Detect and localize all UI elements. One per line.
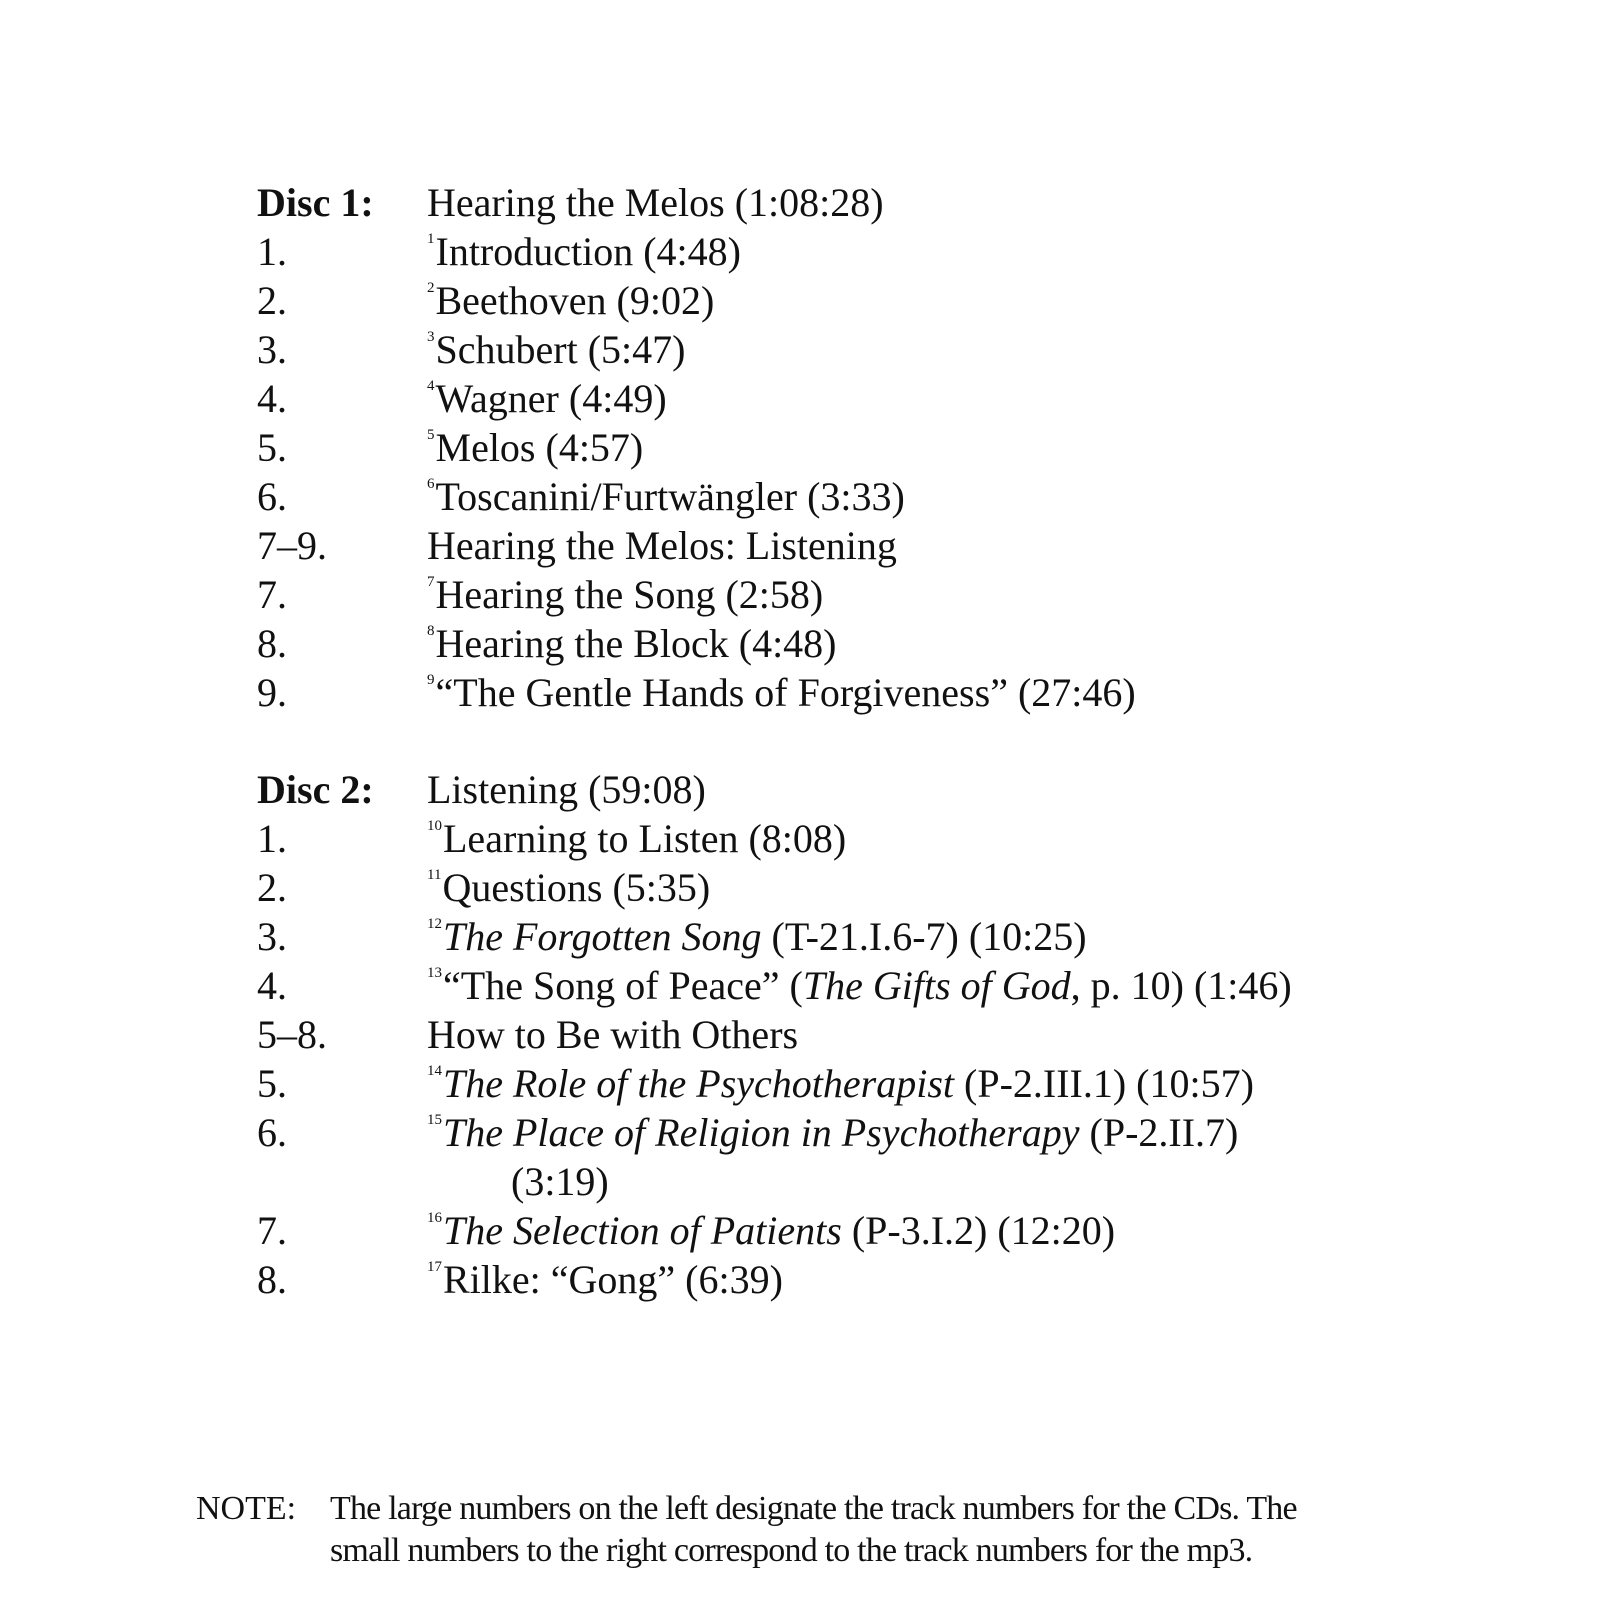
track-title [427,227,1457,276]
track-number: 1. [257,816,287,861]
track-title-text: Hearing the Block (4:48) [435,621,837,666]
mp3-track-number: 16 [427,1210,442,1226]
track-title [427,374,1457,423]
mp3-track-number: 11 [427,867,442,883]
track-title-italic: The Role of the Psychotherapist [443,1061,955,1106]
mp3-track-number: 12 [427,916,442,932]
track-number: 9. [257,670,287,715]
track-title-text: Wagner (4:49) [435,376,667,421]
track-row [257,912,1457,961]
track-title [427,521,1457,570]
track-title [427,668,1457,717]
track-title [427,961,1457,1010]
track-title-italic: The Place of Religion in Psychotherapy [443,1110,1080,1155]
track-number: 7. [257,572,287,617]
track-number: 5–8. [257,1012,327,1057]
track-number: 3. [257,914,287,959]
track-title [427,912,1457,961]
disc-track-list [257,227,1457,717]
note-label: NOTE: [196,1490,297,1527]
track-title [427,814,1457,863]
track-row [257,1255,1457,1304]
footnote [196,1488,1436,1572]
track-title-text: Questions (5:35) [442,865,711,910]
track-title-text: Rilke: “Gong” (6:39) [443,1257,783,1302]
track-title-text: Beethoven (9:02) [435,278,715,323]
track-row [257,1206,1457,1255]
track-row [257,570,1457,619]
track-title [427,276,1457,325]
track-number: 3. [257,327,287,372]
mp3-track-number: 9 [427,672,435,688]
track-row [257,619,1457,668]
track-title-text: How to Be with Others [427,1012,799,1057]
disc-label: Disc 1: [257,180,374,225]
track-number: 7. [257,1208,287,1253]
track-title [427,570,1457,619]
track-row [257,325,1457,374]
track-title-text: Learning to Listen (8:08) [443,816,847,861]
mp3-track-number: 13 [427,965,442,981]
track-number: 5. [257,425,287,470]
mp3-track-number: 1 [427,231,435,247]
track-title [427,1206,1457,1255]
mp3-track-number: 4 [427,378,435,394]
track-number: 8. [257,621,287,666]
track-title [427,619,1457,668]
track-number: 6. [257,474,287,519]
track-title-text: (P-2.II.7) [1079,1110,1239,1155]
disc-title: Listening (59:08) [427,767,706,812]
disc-heading [257,178,1457,227]
disc-heading [257,765,1457,814]
track-title-italic: The Forgotten Song [443,914,762,959]
track-title [427,863,1457,912]
track-row [257,276,1457,325]
track-title-text: Hearing the Melos: Listening [427,523,897,568]
track-row [257,1010,1457,1059]
mp3-track-number: 2 [427,280,435,296]
mp3-track-number: 3 [427,329,435,345]
track-title-text: Melos (4:57) [435,425,644,470]
track-title-text: Hearing the Song (2:58) [435,572,824,617]
track-title [427,472,1457,521]
track-title-text: Toscanini/Furtwängler (3:33) [435,474,905,519]
disc-label: Disc 2: [257,767,374,812]
track-row [257,1108,1457,1206]
track-row [257,227,1457,276]
track-row [257,472,1457,521]
track-title-italic: The Selection of Patients [443,1208,842,1253]
track-number: 1. [257,229,287,274]
track-title [427,1010,1457,1059]
track-number: 4. [257,376,287,421]
track-title-text: “The Gentle Hands of Forgiveness” (27:46) [435,670,1136,715]
track-title-continuation: (3:19) [511,1159,609,1204]
disc-section [257,765,1457,1304]
track-title [427,1108,1457,1206]
track-title [427,1059,1457,1108]
track-title-text: Schubert (5:47) [435,327,686,372]
track-number: 8. [257,1257,287,1302]
track-row [257,423,1457,472]
disc-title: Hearing the Melos (1:08:28) [427,180,884,225]
track-number: 4. [257,963,287,1008]
mp3-track-number: 14 [427,1063,442,1079]
mp3-track-number: 15 [427,1112,442,1128]
track-number: 5. [257,1061,287,1106]
track-title-text: (P-2.III.1) (10:57) [954,1061,1254,1106]
track-row [257,668,1457,717]
track-title [427,1255,1457,1304]
track-title-text: (T-21.I.6-7) (10:25) [761,914,1087,959]
track-row [257,1059,1457,1108]
track-number: 7–9. [257,523,327,568]
mp3-track-number: 6 [427,476,435,492]
disc-track-list [257,814,1457,1304]
track-row [257,374,1457,423]
note-text: The large numbers on the left designate the track numbers for the CDs. The small numbers to the right correspond to the track numbers for the mp3. [330,1490,1297,1569]
mp3-track-number: 8 [427,623,435,639]
track-number: 2. [257,865,287,910]
track-row [257,521,1457,570]
track-row [257,814,1457,863]
mp3-track-number: 10 [427,818,442,834]
track-title-text: (P-3.I.2) (12:20) [841,1208,1116,1253]
track-row [257,961,1457,1010]
track-number: 6. [257,1110,287,1155]
mp3-track-number: 5 [427,427,435,443]
track-row [257,863,1457,912]
track-title-text: “The Song of Peace” ( [443,963,803,1008]
track-title-text: , p. 10) (1:46) [1070,963,1292,1008]
mp3-track-number: 17 [427,1259,442,1275]
track-title [427,325,1457,374]
track-title [427,423,1457,472]
track-title-italic: The Gifts of God [802,963,1071,1008]
track-number: 2. [257,278,287,323]
track-listing [257,178,1457,1304]
mp3-track-number: 7 [427,574,435,590]
track-title-text: Introduction (4:48) [435,229,741,274]
disc-section [257,178,1457,717]
